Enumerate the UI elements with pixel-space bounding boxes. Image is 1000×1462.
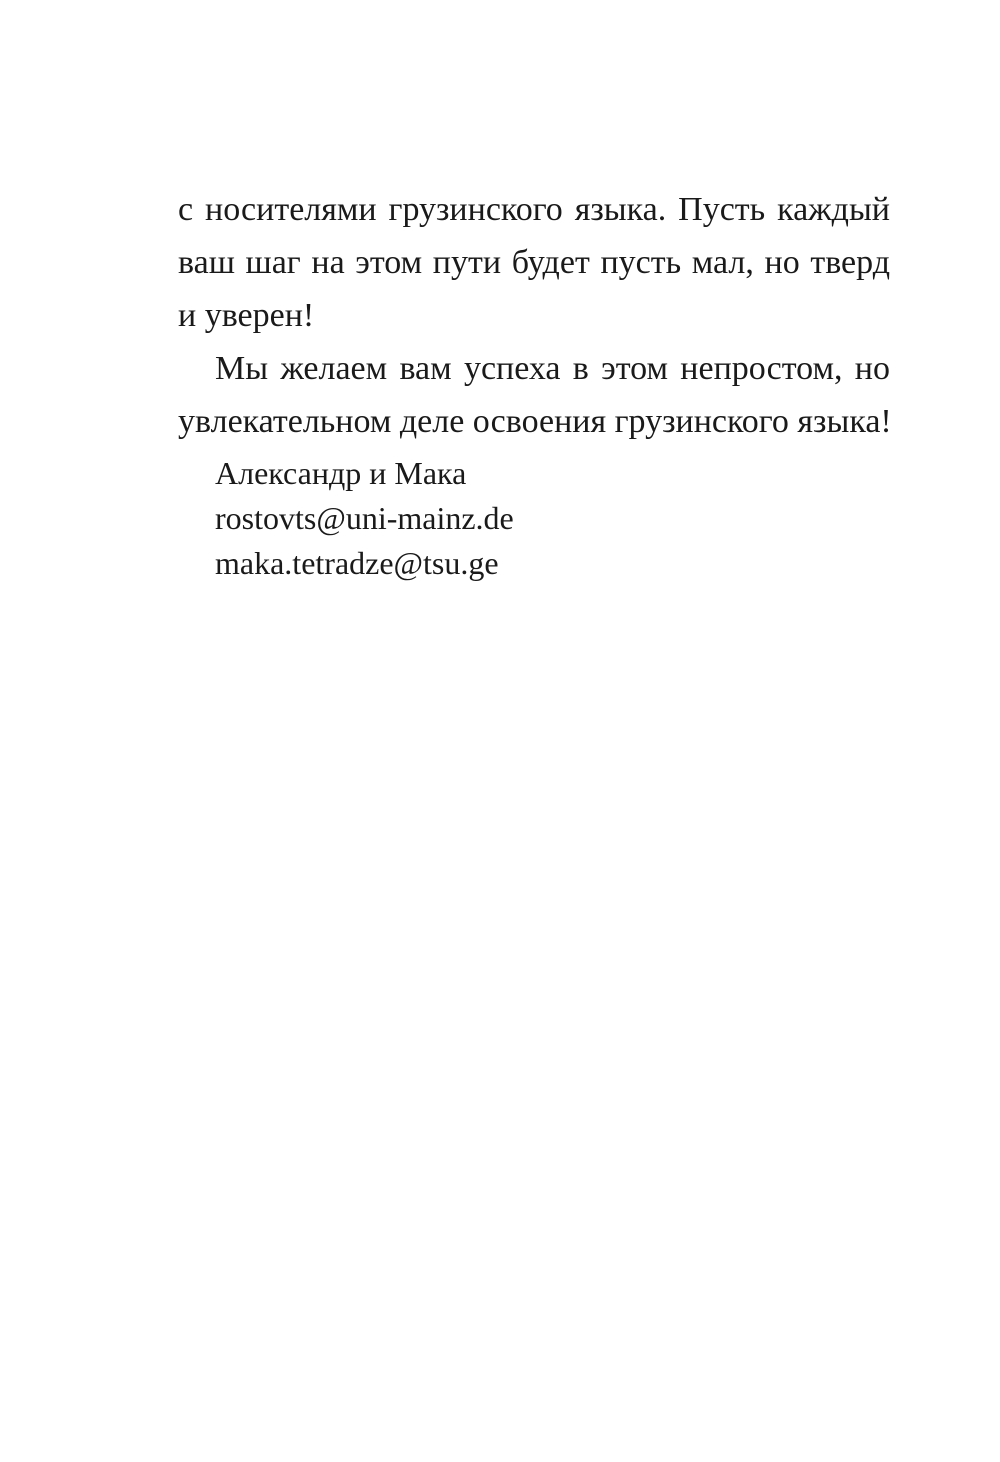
paragraph-1-line-2: ваш шаг на этом пути будет пусть мал, но тверд xyxy=(178,244,890,281)
author-email-2: maka.tetradze@tsu.ge xyxy=(215,545,499,581)
body-text xyxy=(178,183,890,448)
paragraph-2-line-2: увлекательном деле освоения грузинского языка! xyxy=(178,403,892,440)
paragraph-1-line-3: и уверен! xyxy=(178,297,315,334)
signature-block xyxy=(215,451,514,586)
author-names: Александр и Мака xyxy=(215,455,467,491)
paragraph-2-line-1: Мы желаем вам успеха в этом непростом, но xyxy=(215,350,890,387)
author-email-1: rostovts@uni-mainz.de xyxy=(215,500,514,536)
paragraph-1-line-1: с носителями грузинского языка. Пусть каждый xyxy=(178,191,890,228)
